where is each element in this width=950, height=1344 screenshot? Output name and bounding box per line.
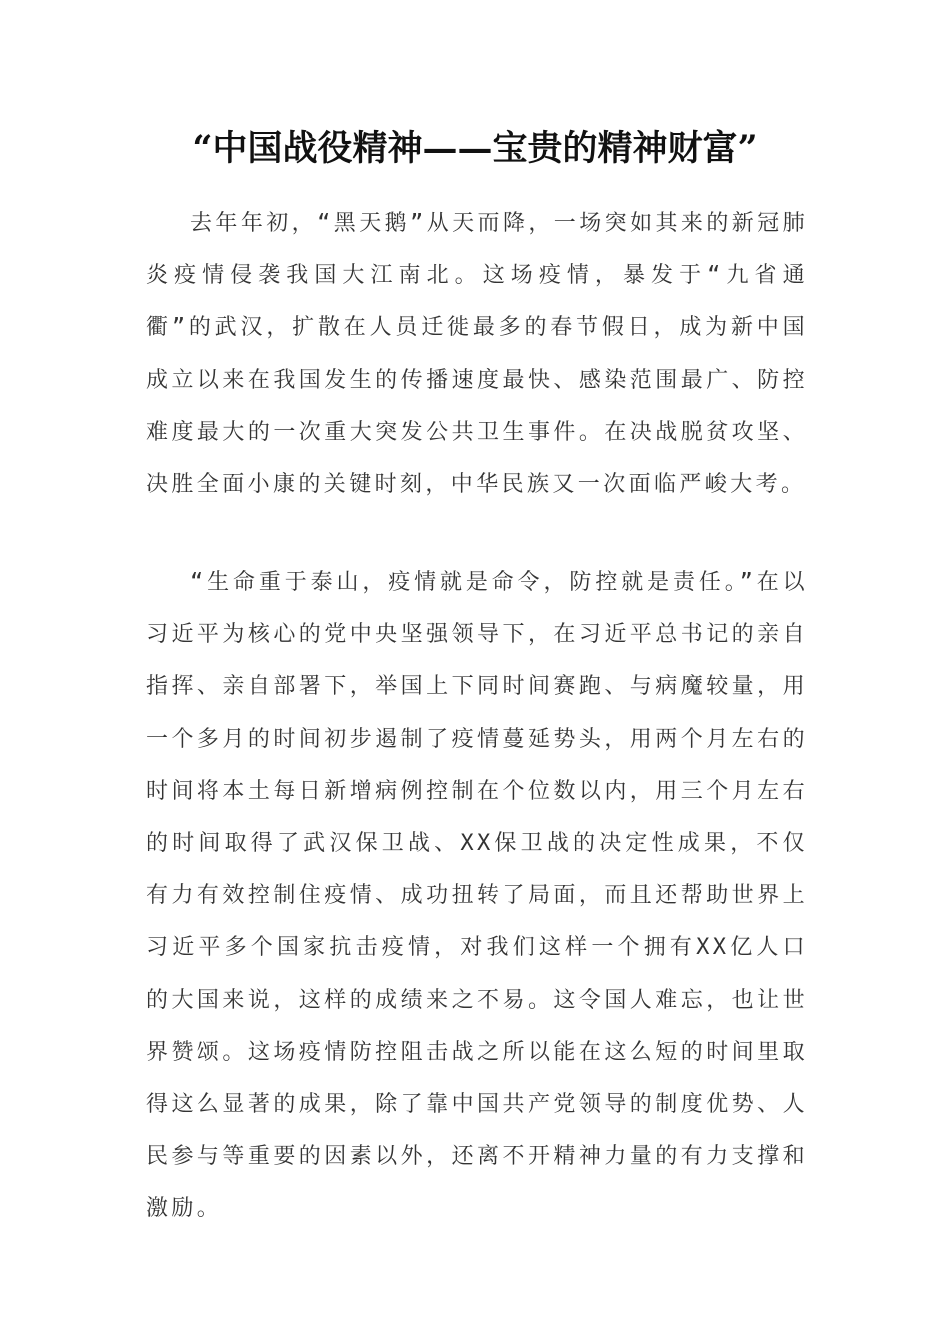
document-title: “中国战役精神——宝贵的精神财富”: [192, 128, 758, 169]
paragraph-1: 去年年初，“黑天鹅”从天而降，一场突如其来的新冠肺炎疫情侵袭我国大江南北。这场疫情，暴发于“九省通衢”的武汉，扩散在人员迁徙最多的春节假日，成为新中国成立以来在我国发生的传播速度最快、感染范围最广、防控难度最大的一次重大突发公共卫生事件。在决战脱贫攻坚、决胜全面小康的关键时刻，中华民族又一次面临严峻大考。: [146, 211, 808, 498]
paragraph-2: “生命重于泰山，疫情就是命令，防控就是责任。”在以习近平为核心的党中央坚强领导下，在习近平总书记的亲自指挥、亲自部署下，举国上下同时间赛跑、与病魔较量，用一个多月的时间初步遏制了疫情蔓延势头，用两个月左右的时间将本土每日新增病例控制在个位数以内，用三个月左右的时间取得了武汉保卫战、XX保卫战的决定性成果，不仅有力有效控制住疫情、成功扭转了局面，而且还帮助世界上习近平多个国家抗击疫情，对我们这样一个拥有XX亿人口的大国来说，这样的成绩来之不易。这令国人难忘，也让世界赞颂。这场疫情防控阻击战之所以能在这么短的时间里取得这么显著的成果，除了靠中国共产党领导的制度优势、人民参与等重要的因素以外，还离不开精神力量的有力支撑和激励。: [146, 570, 808, 1222]
